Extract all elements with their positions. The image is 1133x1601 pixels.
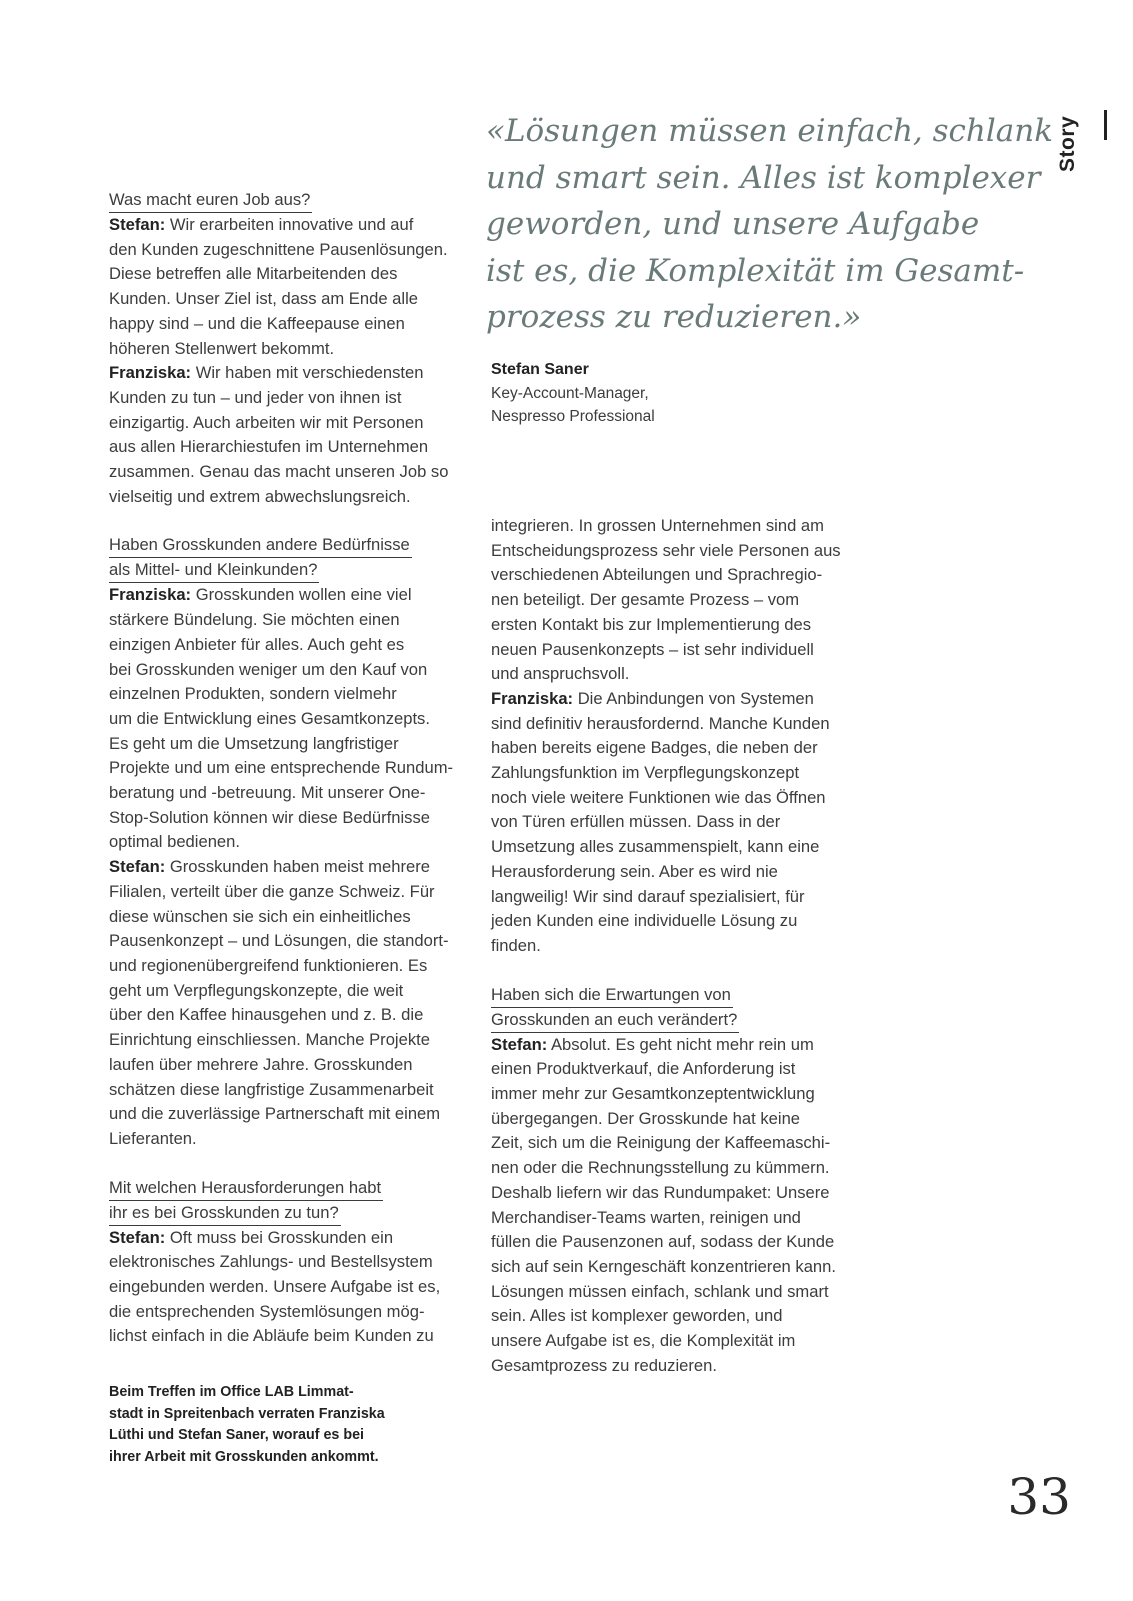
answer-text: immer mehr zur Gesamtkonzeptentwicklung: [491, 1084, 815, 1104]
answer-line: [491, 860, 863, 885]
speaker-name: Stefan:: [109, 215, 166, 234]
answer-line: [109, 633, 471, 658]
pull-quote-line: prozess zu reduzieren.»: [486, 299, 862, 335]
answer-text: aus allen Hierarchiestufen im Unternehmen: [109, 437, 429, 457]
answer-line: [109, 682, 471, 707]
answer-line: [491, 835, 863, 860]
quote-role-line: Nespresso Professional: [491, 407, 655, 425]
answer-line: [491, 1131, 863, 1156]
answer-text: Pausenkonzept – und Lösungen, die standort-: [109, 931, 449, 951]
answer-line: [109, 411, 471, 436]
interview-question: Was macht euren Job aus?: [109, 188, 312, 213]
answer-line: [109, 485, 471, 510]
answer-text: beratung und -betreuung. Mit unserer One-: [109, 783, 426, 803]
answer-line: [109, 262, 471, 287]
answer-line: [109, 583, 471, 608]
answer-text: ersten Kontakt bis zur Implementierung des: [491, 614, 812, 634]
speaker-name: Stefan:: [491, 1034, 548, 1054]
answer-text: noch viele weitere Funktionen wie das Öffnen: [491, 787, 826, 807]
answer-text: und regionenübergreifend funktionieren. Es: [109, 955, 428, 975]
answer-text: finden.: [491, 935, 541, 955]
answer-text: einzelnen Produkten, sondern vielmehr: [109, 684, 397, 704]
answer-text: neuen Pausenkonzepts – ist sehr individuell: [491, 639, 814, 659]
answer-text: über den Kaffee hinausgehen und z. B. die: [109, 1005, 424, 1025]
answer-line: [491, 1304, 863, 1329]
answer-line: [491, 539, 863, 564]
answer-line: [491, 1033, 863, 1058]
answer-text: integrieren. In grossen Unternehmen sind am: [491, 516, 824, 535]
qa-block: [109, 188, 471, 509]
answer-text: unsere Aufgabe ist es, die Komplexität im: [491, 1331, 796, 1351]
interview-question: Haben sich die Erwartungen von: [491, 983, 733, 1008]
answer-line: [109, 435, 471, 460]
answer-text: Wir haben mit verschiedensten: [191, 363, 424, 383]
answer-text: Herausforderung sein. Aber es wird nie: [491, 861, 778, 881]
answer-line: [109, 658, 471, 683]
answer-line: [491, 761, 863, 786]
speaker-name: Franziska:: [109, 585, 192, 605]
answer-line: [109, 1078, 471, 1103]
answer-line: [109, 337, 471, 362]
interview-question: als Mittel- und Kleinkunden?: [109, 558, 319, 583]
answer-text: eingebunden werden. Unsere Aufgabe ist es,: [109, 1277, 441, 1297]
answer-text: höheren Stellenwert bekommt.: [109, 338, 335, 358]
interview-answer: [109, 361, 471, 509]
answer-line: [491, 1181, 863, 1206]
section-tab-marker: [1104, 110, 1107, 140]
answer-text: den Kunden zugeschnittene Pausenlösungen.: [109, 239, 448, 259]
answer-line: [109, 1028, 471, 1053]
answer-line: [491, 712, 863, 737]
answer-line: [491, 909, 863, 934]
caption-line: Beim Treffen im Office LAB Limmat-: [109, 1384, 354, 1400]
answer-text: optimal bedienen.: [109, 832, 240, 852]
answer-text: elektronisches Zahlungs- und Bestellsystem: [109, 1252, 433, 1272]
answer-line: [109, 855, 471, 880]
answer-text: einzigartig. Auch arbeiten wir mit Personen: [109, 412, 424, 432]
interview-question: Haben Grosskunden andere Bedürfnisse: [109, 533, 412, 558]
section-tab-label: Story: [1056, 115, 1079, 172]
answer-line: [491, 638, 863, 663]
answer-text: verschiedenen Abteilungen und Sprachregio-: [491, 565, 823, 585]
interview-answer: [491, 687, 863, 959]
answer-line: [109, 929, 471, 954]
photo-caption: [109, 1382, 429, 1468]
answer-line: [491, 1255, 863, 1280]
answer-line: [491, 1057, 863, 1082]
answer-line: [109, 806, 471, 831]
answer-text: Zeit, sich um die Reinigung der Kaffeemaschi-: [491, 1133, 831, 1153]
caption-line: ihrer Arbeit mit Grosskunden ankommt.: [109, 1448, 379, 1465]
answer-line: [109, 361, 471, 386]
answer-line: [109, 905, 471, 930]
qa-block: [491, 983, 863, 1379]
answer-text: Wir erarbeiten innovative und auf: [165, 215, 414, 234]
answer-line: [109, 954, 471, 979]
answer-line: [109, 732, 471, 757]
interview-answer: [491, 514, 863, 687]
answer-line: [109, 756, 471, 781]
answer-line: [109, 1102, 471, 1127]
answer-text: schätzen diese langfristige Zusammenarbeit: [109, 1079, 434, 1099]
answer-text: Oft muss bei Grosskunden ein: [165, 1227, 394, 1247]
answer-line: [109, 707, 471, 732]
answer-line: [491, 588, 863, 613]
answer-text: die entsprechenden Systemlösungen mög-: [109, 1301, 425, 1321]
answer-line: [109, 213, 471, 238]
answer-line: [109, 1275, 471, 1300]
pull-quote-line: geworden, und unsere Aufgabe: [486, 206, 980, 242]
answer-text: Gesamtprozess zu reduzieren.: [491, 1355, 717, 1375]
answer-line: [109, 287, 471, 312]
answer-line: [109, 1053, 471, 1078]
interview-answer: [109, 583, 471, 855]
qa-block: [109, 533, 471, 1151]
answer-line: [491, 1280, 863, 1305]
qa-block: [491, 514, 863, 959]
answer-text: zusammen. Genau das macht unseren Job so: [109, 462, 449, 482]
answer-text: übergegangen. Der Grosskunde hat keine: [491, 1108, 801, 1128]
answer-text: Zahlungsfunktion im Verpflegungskonzept: [491, 763, 800, 783]
quote-author: Stefan Saner: [491, 361, 589, 378]
answer-line: [491, 1329, 863, 1354]
answer-text: Merchandiser-Teams warten, reinigen und: [491, 1207, 801, 1227]
answer-line: [109, 608, 471, 633]
answer-line: [109, 386, 471, 411]
answer-text: haben bereits eigene Badges, die neben der: [491, 738, 818, 758]
answer-line: [491, 1354, 863, 1379]
answer-text: nen beteiligt. Der gesamte Prozess – vom: [491, 590, 800, 610]
answer-text: Kunden zu tun – und jeder von ihnen ist: [109, 387, 402, 407]
answer-text: laufen über mehrere Jahre. Grosskunden: [109, 1054, 413, 1074]
page-number: 33: [1007, 1468, 1071, 1526]
answer-line: [491, 662, 863, 687]
answer-line: [491, 885, 863, 910]
quote-author-role: [491, 383, 655, 428]
answer-text: nen oder die Rechnungsstellung zu kümmern.: [491, 1158, 830, 1178]
speaker-name: Franziska:: [491, 688, 574, 708]
answer-line: [491, 1156, 863, 1181]
answer-text: füllen die Pausenzonen auf, sodass der Kunde: [491, 1232, 835, 1252]
pull-quote-line: und smart sein. Alles ist komplexer: [486, 159, 1041, 196]
answer-text: von Türen erfüllen müssen. Dass in der: [491, 812, 781, 832]
interview-answer: [109, 855, 471, 1151]
answer-text: geht um Verpflegungskonzepte, die weit: [109, 980, 404, 1000]
answer-line: [109, 1324, 471, 1349]
answer-text: Es geht um die Umsetzung langfristiger: [109, 733, 399, 753]
answer-text: happy sind – und die Kaffeepause einen: [109, 313, 405, 333]
qa-block: [109, 1176, 471, 1350]
interview-answer: [109, 213, 471, 361]
interview-question: Grosskunden an euch verändert?: [491, 1008, 739, 1033]
answer-line: [109, 830, 471, 855]
answer-line: [109, 460, 471, 485]
answer-text: sind definitiv herausfordernd. Manche Kunden: [491, 713, 830, 733]
answer-text: Umsetzung alles zusammenspielt, kann eine: [491, 837, 820, 857]
answer-line: [491, 1082, 863, 1107]
answer-line: [491, 1107, 863, 1132]
answer-line: [109, 1300, 471, 1325]
answer-line: [109, 312, 471, 337]
answer-text: Stop-Solution können wir diese Bedürfnisse: [109, 807, 431, 827]
answer-text: sein. Alles ist komplexer geworden, und: [491, 1306, 783, 1326]
answer-line: [109, 781, 471, 806]
answer-text: jeden Kunden eine individuelle Lösung zu: [491, 911, 798, 931]
answer-text: Filialen, verteilt über die ganze Schweiz. Für: [109, 881, 435, 901]
answer-text: um die Entwicklung eines Gesamtkonzepts.: [109, 708, 430, 728]
answer-text: lichst einfach in die Abläufe beim Kunden zu: [109, 1326, 434, 1346]
answer-line: [109, 880, 471, 905]
answer-text: diese wünschen sie sich ein einheitliches: [109, 906, 411, 926]
answer-line: [491, 1206, 863, 1231]
speaker-name: Stefan:: [109, 1227, 166, 1247]
answer-text: Entscheidungsprozess sehr viele Personen aus: [491, 540, 841, 560]
speaker-name: Franziska:: [109, 363, 192, 383]
answer-line: [491, 514, 863, 539]
answer-text: bei Grosskunden weniger um den Kauf von: [109, 659, 428, 679]
interview-question: Mit welchen Herausforderungen habt: [109, 1176, 383, 1201]
answer-line: [109, 1003, 471, 1028]
speaker-name: Stefan:: [109, 857, 166, 877]
answer-line: [491, 687, 863, 712]
interview-answer: [109, 1226, 471, 1350]
answer-text: Grosskunden haben meist mehrere: [165, 857, 430, 877]
answer-text: langweilig! Wir sind darauf spezialisiert, für: [491, 886, 805, 906]
answer-line: [109, 1226, 471, 1251]
answer-text: Absolut. Es geht nicht mehr rein um: [547, 1034, 814, 1054]
answer-text: Einrichtung einschliessen. Manche Projekte: [109, 1030, 430, 1050]
answer-line: [491, 613, 863, 638]
answer-line: [491, 736, 863, 761]
answer-line: [491, 563, 863, 588]
article-column-right: [491, 514, 863, 1379]
answer-text: Kunden. Unser Ziel ist, dass am Ende alle: [109, 289, 418, 309]
pull-quote-line: «Lösungen müssen einfach, schlank: [486, 113, 1054, 149]
answer-text: Diese betreffen alle Mitarbeitenden des: [109, 264, 398, 284]
interview-question: ihr es bei Grosskunden zu tun?: [109, 1201, 341, 1226]
answer-line: [109, 1250, 471, 1275]
answer-text: Lieferanten.: [109, 1128, 197, 1148]
answer-line: [109, 1127, 471, 1152]
answer-line: [491, 786, 863, 811]
answer-text: und die zuverlässige Partnerschaft mit einem: [109, 1104, 441, 1124]
answer-text: Die Anbindungen von Systemen: [573, 688, 814, 708]
answer-line: [491, 934, 863, 959]
answer-line: [491, 810, 863, 835]
article-column-left: [109, 188, 471, 1349]
answer-text: einen Produktverkauf, die Anforderung ist: [491, 1059, 796, 1079]
pull-quote-line: ist es, die Komplexität im Gesamt-: [486, 252, 1025, 289]
answer-text: Lösungen müssen einfach, schlank und smart: [491, 1281, 829, 1301]
answer-line: [491, 1230, 863, 1255]
answer-text: Projekte und um eine entsprechende Rundum-: [109, 758, 454, 778]
interview-answer: [491, 1033, 863, 1379]
caption-line: Lüthi und Stefan Saner, worauf es bei: [109, 1427, 364, 1443]
answer-text: sich auf sein Kerngeschäft konzentrieren kann.: [491, 1256, 836, 1276]
answer-text: Grosskunden wollen eine viel: [191, 585, 412, 605]
quote-role-line: Key-Account-Manager,: [491, 385, 649, 402]
answer-line: [109, 979, 471, 1004]
answer-line: [109, 238, 471, 263]
caption-line: stadt in Spreitenbach verraten Franziska: [109, 1405, 385, 1422]
answer-text: und anspruchsvoll.: [491, 664, 630, 684]
pull-quote: [486, 108, 1054, 341]
answer-text: Deshalb liefern wir das Rundumpaket: Unsere: [491, 1182, 830, 1202]
answer-text: einzigen Anbieter für alles. Auch geht es: [109, 634, 405, 654]
answer-text: stärkere Bündelung. Sie möchten einen: [109, 610, 400, 630]
answer-text: vielseitig und extrem abwechslungsreich.: [109, 486, 411, 506]
